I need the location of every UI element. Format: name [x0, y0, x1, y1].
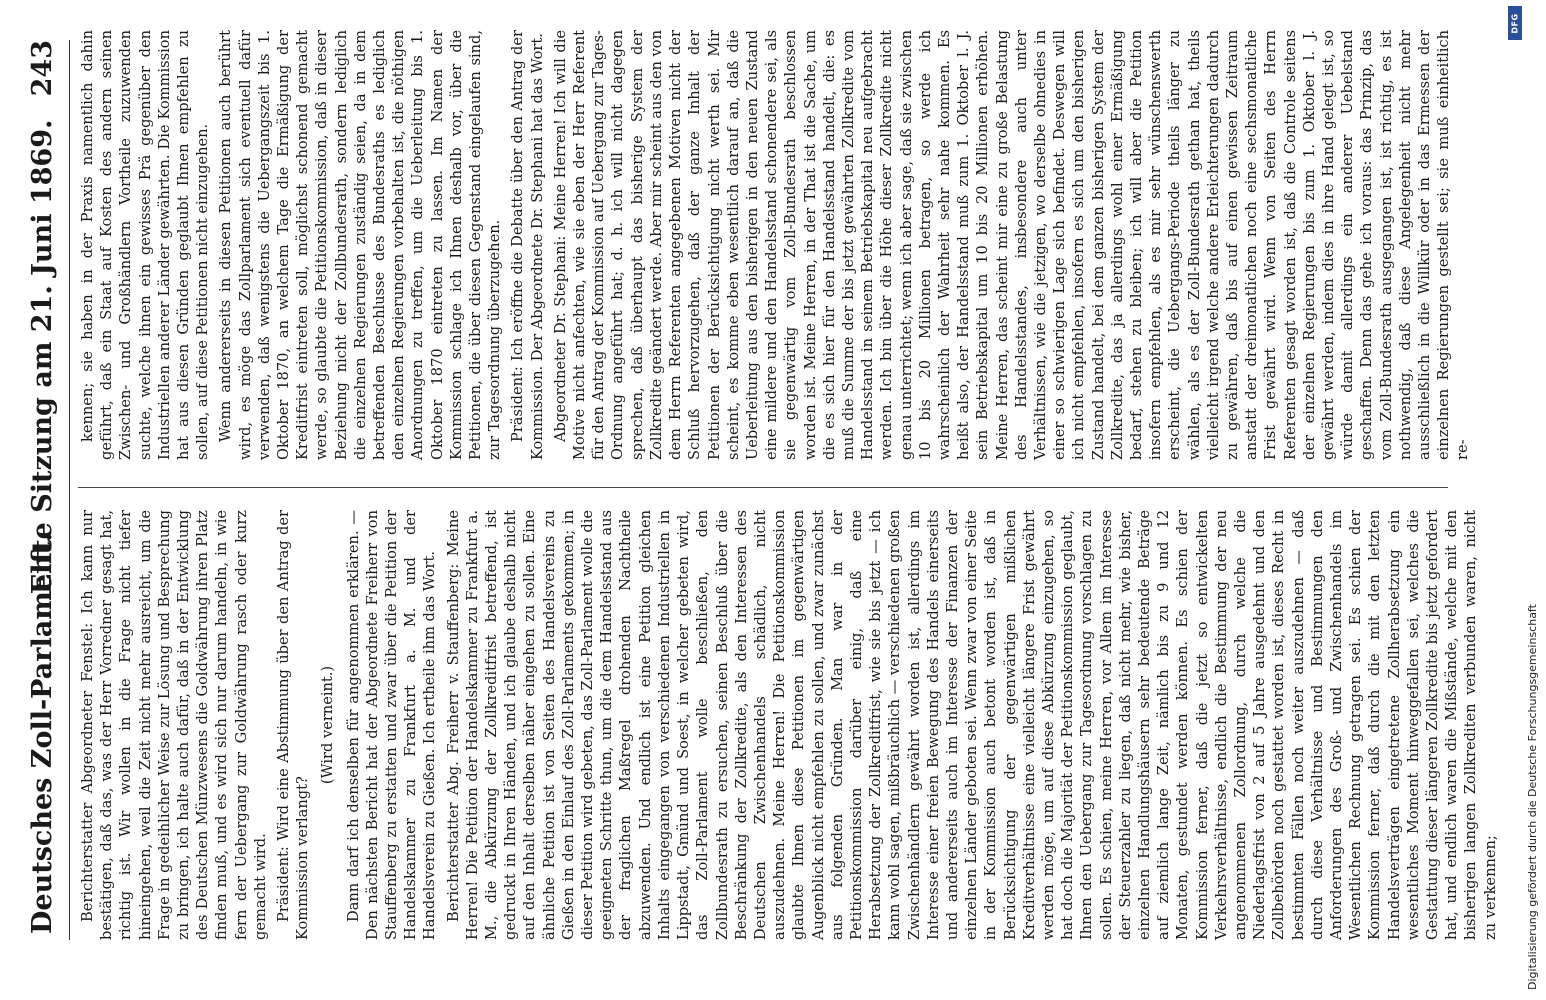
journal-title: Deutsches Zoll-Parlament. — [27, 532, 58, 934]
paragraph: Berichterstatter Abg. Freiherr v. Stauffenberg: Meine Herren! Die Petition der Handelskammer zu Frankfurt a. M., die Abkürzung der Zollkreditfrist betreffend, ist gedruckt in Ihren Händen, und ich glaube deshalb nicht auf den Inhalt derselben näher eingehen zu sollen. Eine ähnliche Petition ist von Seiten des Handelsvereins zu Gießen in den Einlauf des Zoll-Parlaments gekommen; in dieser Petition wird gebeten, das Zoll-Parlament wolle die geeigneten Schritte thun, um die dem Handelsstand aus der fraglichen Maßregel drohenden Nachtheile abzuwenden. Und endlich ist eine Petition gleichen Inhalts eingegangen von verschiedenen Industriellen in Lippstadt, Gmünd und Soest, in welcher gebeten wird, das Zoll-Parlament wolle beschließen, den Zollbundesrath zu ersuchen, seinen Beschluß über die Beschränkung der Zollkredite, als den Interessen des Deutschen Zwischenhandels schädlich, nicht auszudehnen. Meine Herren! Die Petitionskommission glaubte Ihnen diese Petitionen im gegenwärtigen Augenblick nicht empfehlen zu sollen, und zwar zunächst aus folgenden Gründen. Man war in der Petitionskommission darüber einig, daß eine Herabsetzung der Zollkreditfrist, wie sie bis jetzt — ich kann wohl sagen, mißbräuchlich — verschiedenen großen Zwischenhändlern gewährt worden ist, allerdings im Interesse einer freien Bewegung des Handels einerseits und andererseits auch im Interesse der Finanzen der einzelnen Länder geboten sei. Wenn zwar von einer Seite in der Kommission auch betont worden ist, daß in Berücksichtigung der gegenwärtigen mißlichen Kreditverhältnisse eine vielleicht längere Frist gewährt werden möge, um auf diese Abkürzung einzugehen, so hat doch die Majorität der Petitionskommission geglaubt, Ihnen den Uebergang zur Tagesordnung vorschlagen zu sollen. Es schien, meine Herren, vor Allem im Interesse der Steuerzahler zu liegen, daß nicht mehr, wie bisher, einzelnen Handlungshäusern sehr bedeutende Beträge auf ziemlich lange Zeit, nämlich bis zu 9 und 12 Monaten, gestundet werden können. Es schien der Kommission ferner, daß die jetzt so entwickelten Verkehrsverhältnisse, endlich die Bestimmung der neu angenommenen Zollordnung, durch welche die Niederlagsfrist von 2 auf 5 Jahre ausgedehnt und den Zollbehörden noch gestattet worden ist, dieses Recht in bestimmten Fällen noch weiter auszudehnen — daß durch diese Verhältnisse und Bestimmungen den Anforderungen des Groß- und Zwischenhandels im Wesentlichen Rechnung getragen sei. Es schien der Kommission ferner, daß durch die mit den letzten Handelsverträgen eingetretene Zollherabsetzung ein wesentliches Moment hinweggefallen sei, welches die Gestattung dieser längeren Zollkredite bis jetzt gefordert hat, und endlich waren die Mißstände, welche mit den bisherigen langen Zollkrediten verbunden waren, nicht zu verkennen; — [444, 510, 1499, 940]
digitization-note — [1500, 0, 1539, 1000]
paragraph: Dann darf ich denselben für angenommen erklären. — Den nächsten Bericht hat der Abgeordnete Freiherr von Stauffenberg zu erstatten und zwar über die Petition der Handelskammer zu Frankfurt a. M. und der Handelsverein zu Gießen. Ich ertheile ihm das Wort. — [344, 510, 439, 940]
page-header — [21, 40, 65, 934]
header-rule — [69, 40, 70, 940]
paragraph: Präsident: Ich eröffne die Debatte über den Antrag der Kommission. Der Abgeordnete Dr. Stephani hat das Wort. — [509, 30, 546, 460]
page-number: 243 — [27, 40, 58, 97]
session-title: Elfte Sitzung am 21. Juni 1869. — [27, 119, 58, 595]
text-columns — [78, 30, 1499, 940]
right-column — [78, 30, 1472, 460]
paragraph: (Wird verneint.) — [319, 665, 337, 785]
paragraph: Abgeordneter Dr. Stephani: Meine Herren! Ich will die Motive nicht anfechten, wie sie eben der Herr Referent für den Antrag der Kommission auf Uebergang zur Tages-Ordnung angeführt hat; d. h. ich will nicht dagegen sprechen, daß überhaupt das bisherige System der Zollkredite geändert werde. Aber mir scheint aus den von dem Herrn Referenten angegebenen Motiven nicht der Schluß hervorzugehen, daß der ganze Inhalt der Petitionen der Berücksichtigung nicht werth sei. Mir scheint, es komme eben wesentlich darauf an, daß die Ueberleitung aus den bisherigen in den neuen Zustand eine mildere und den Handelsstand schonendere sei, als sie gegenwärtig vom Zoll-Bundesrath beschlossen worden ist. Meine Herren, in der That ist die Sache, um die es sich hier für den Handelsstand handelt, die: es muß die Summe der bis jetzt gewährten Zollkredite vom Handelsstand in seinem Betriebskapital neu aufgebracht werden. Ich bin über die Höhe dieser Zollkredite nicht genau unterrichtet; wenn ich aber sage, daß sie zwischen 10 bis 20 Millionen betragen, so werde ich wahrscheinlich der Wahrheit sehr nahe kommen. Es heißt also, der Handelsstand muß zum 1. Oktober l. J. sein Betriebskapital um 10 bis 20 Millionen erhöhen. Meine Herren, das scheint mir eine zu große Belastung des Handelsstandes, insbesondere auch unter Verhältnissen, wie die jetzigen, wo derselbe ohnedies in einer so schwierigen Lage sich befindet. Deswegen will ich nicht empfehlen, insofern es sich um den bisherigen Zustand handelt, bei dem ganzen bisherigen System der Zollkredite, das ja allerdings wohl einer Ermäßigung bedarf, stehen zu bleiben; ich will aber die Petition insofern empfehlen, als es mir sehr wünschenswerth erscheint, die Uebergangs-Periode theils länger zu wählen, als es der Zoll-Bundesrath gethan hat, theils vielleicht irgend welche andere Erleichterungen dadurch zu gewähren, daß bis auf einen gewissen Zeitraum anstatt der dreimonatlichen noch eine sechsmonatliche Frist gewährt wird. Wenn von Seiten des Herrn Referenten gesagt worden ist, daß die Controle seitens der einzelnen Regierungen bis zum 1. Oktober l. J. gewährt werden, indem dies in ihre Hand gelegt ist, so würde damit allerdings ein anderer Uebelstand geschaffen. Denn das gehe ich voraus: das Prinzip, das vom Zoll-Bundesrath ausgegangen ist, ist richtig, es ist nothwendig, daß diese Angelegenheit nicht mehr ausschließlich in die Willkür oder in das Ermessen der einzelnen Regierungen gestellt sei; sie muß einheitlich re- — [551, 30, 1472, 460]
dfg-logo-text: DFG — [1510, 12, 1520, 34]
digitization-note-text: Digitalisierung gefördert durch die Deutsche Forschungsgemeinschaft — [1526, 604, 1539, 990]
column-divider — [78, 487, 1448, 488]
paragraph: Präsident: Wird eine Abstimmung über den Antrag der Kommission verlangt? — [275, 510, 312, 940]
paragraph: kennen; sie haben in der Praxis namentlich dahin geführt, daß ein Staat auf Kosten des andern seinen Zwischen- und Großhändlern Vortheile zuzuwenden suchte, welche ihnen ein gewisses Prä gegenüber den Industriellen anderer Länder gewährten. Die Kommission hat aus diesen Gründen geglaubt Ihnen empfehlen zu sollen, auf diese Petitionen nicht einzugehen. — [79, 30, 212, 460]
paragraph: Wenn andererseits in diesen Petitionen auch berührt wird, es möge das Zollparlament sich eventuell dafür verwenden, daß wenigstens die Uebergangszeit bis 1. Oktober 1870, an welchem Tage die Ermäßigung der Kreditfrist eintreten soll, möglichst schonend gemacht werde, so glaubte die Petitionskommission, daß in dieser Beziehung nicht der Zollbundesrath, sondern lediglich die einzelnen Regierungen zuständig seien, da in dem betreffenden Beschlusse des Bundesraths es lediglich den einzelnen Regierungen vorbehalten ist, die nöthigen Anordnungen zu treffen, um die Ueberleitung bis 1. Oktober 1870 eintreten zu lassen. Im Namen der Kommission schlage ich Ihnen deshalb vor, über die Petitionen, die über diesen Gegenstand eingelaufen sind, zur Tagesordnung überzugehen. — [217, 30, 504, 460]
dfg-logo — [1508, 6, 1522, 40]
left-column — [78, 510, 1499, 940]
paragraph: Berichterstatter Abgeordneter Fenstel: Ich kann nur bestätigen, daß das, was der Herr Vorredner gesagt hat, richtig ist. Wir wollen in die Frage nicht tiefer hineingehen, weil die Zeit nicht mehr ausreicht, um die Frage in gedeihlicher Weise zur Lösung und Besprechung zu bringen, ich halte auch dafür, daß in der Entwicklung des Deutschen Münzwesens die Goldwährung ihren Platz finden muß, und es wird sich nur darum handeln, in wie fern der Uebergang zur Goldwährung rasch oder kurz gemacht wird. — [79, 510, 269, 940]
